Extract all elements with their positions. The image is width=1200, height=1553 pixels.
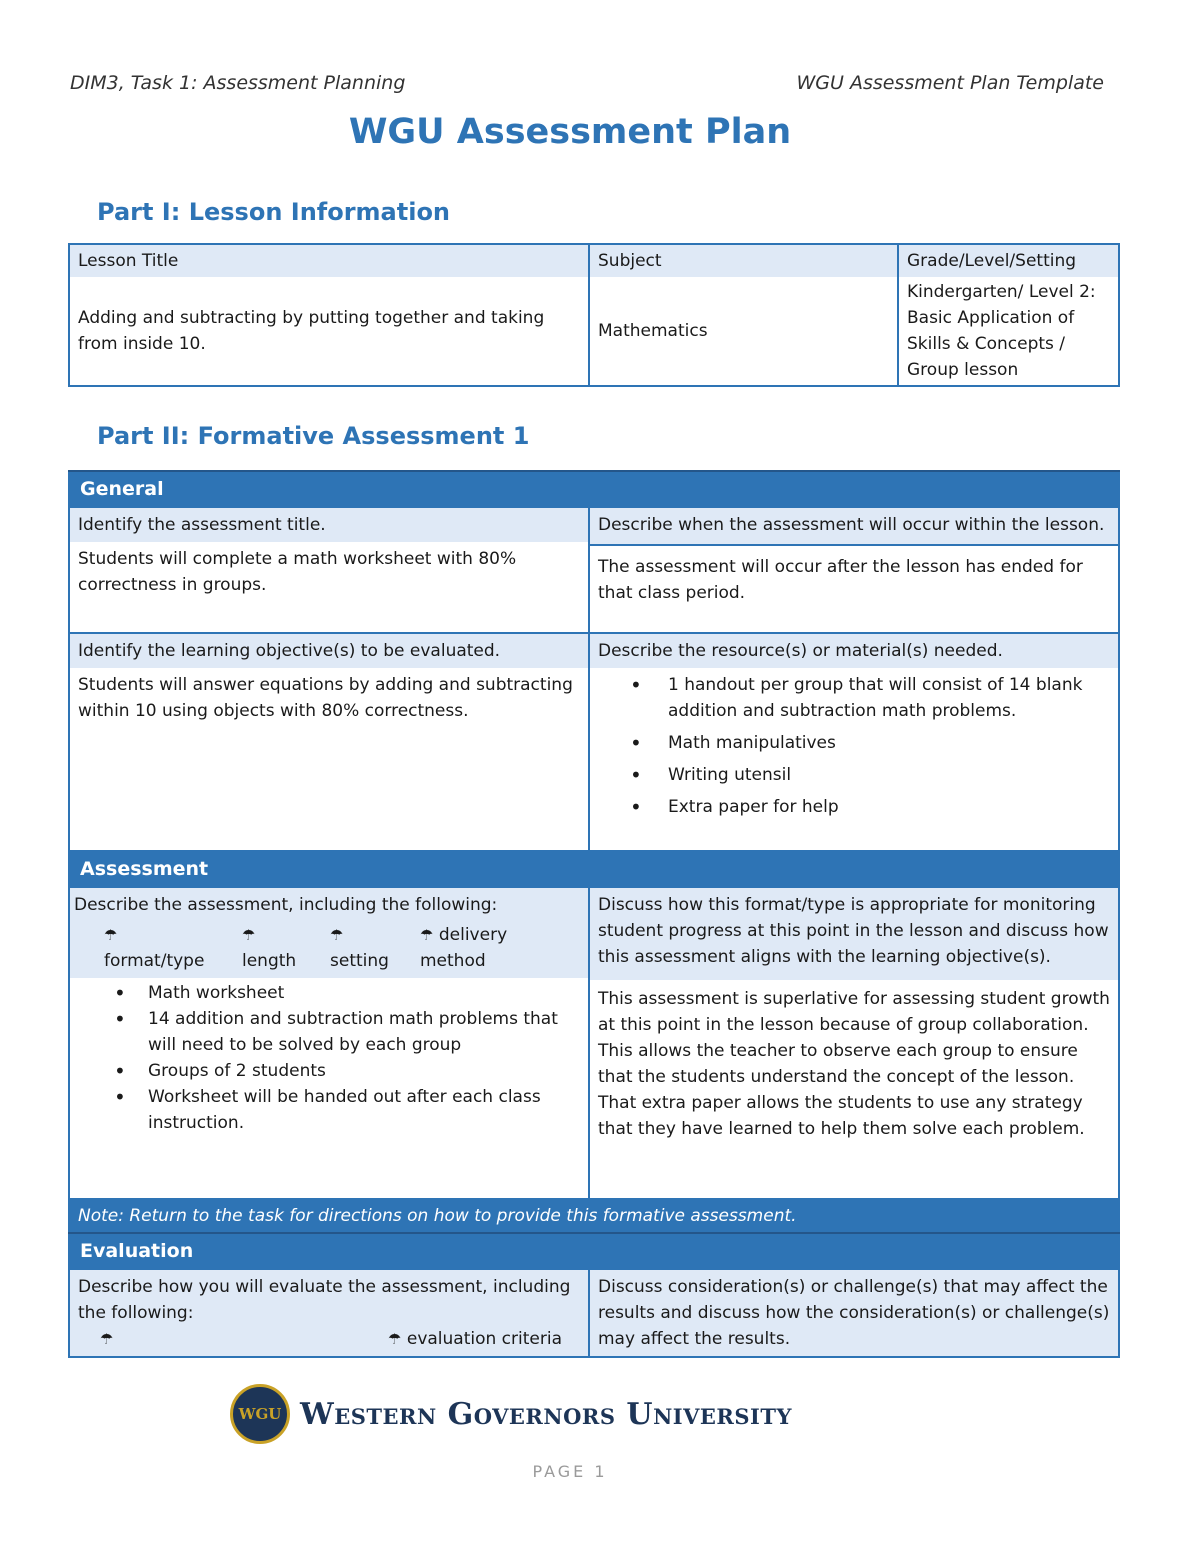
- evaluation-band: Evaluation: [69, 1233, 1119, 1269]
- assessment-title-cell: [69, 507, 589, 633]
- umbrella-icon: ☂: [420, 926, 434, 944]
- general-band: General: [69, 471, 1119, 507]
- eval-question: [70, 1270, 588, 1356]
- assessment-title-question: Identify the assessment title.: [70, 508, 588, 542]
- umbrella-icon: ☂: [100, 1330, 114, 1348]
- umbrella-icon: ☂: [104, 926, 118, 944]
- lesson-info-table: [68, 243, 1120, 387]
- list-item: • 1 handout per group that will consist of 14 blank addition and subtraction math problems.: [590, 672, 1118, 724]
- format-cell: [589, 887, 1119, 1199]
- option-setting: ☂ setting: [330, 922, 420, 974]
- option-length: ☂ length: [242, 922, 330, 974]
- list-item: • Worksheet will be handed out after each class instruction.: [70, 1084, 588, 1136]
- note-row: Note: Return to the task for directions on how to provide this formative assessment.: [69, 1199, 1119, 1233]
- label-subject: Subject: [589, 244, 898, 277]
- objective-question: Identify the learning objective(s) to be evaluated.: [70, 634, 588, 668]
- describe-list: [70, 980, 588, 1136]
- lesson-title-value: Adding and subtracting by putting together and taking from inside 10.: [69, 277, 589, 386]
- grade-value: Kindergarten/ Level 2: Basic Application of Skills & Concepts / Group lesson: [898, 277, 1119, 386]
- format-question: Discuss how this format/type is appropriate for monitoring student progress at this point in the lesson and discuss how this assessment aligns with the learning objective(s).: [590, 888, 1118, 980]
- objective-answer: Students will answer equations by adding and subtracting within 10 using objects with 80% correctness.: [78, 675, 573, 721]
- part1-heading: Part I: Lesson Information: [97, 198, 451, 226]
- when-question: Describe when the assessment will occur within the lesson.: [590, 508, 1118, 546]
- header-right: WGU Assessment Plan Template: [796, 72, 1104, 94]
- eval-question-text: Describe how you will evaluate the assessment, including the following:: [78, 1277, 571, 1323]
- label-grade: Grade/Level/Setting: [898, 244, 1119, 277]
- when-answer: The assessment will occur after the lesson has ended for that class period.: [598, 557, 1083, 603]
- umbrella-icon: ☂: [330, 926, 344, 944]
- subject-value: Mathematics: [589, 277, 898, 386]
- list-item: • Groups of 2 students: [70, 1058, 588, 1084]
- when-cell: [589, 507, 1119, 633]
- describe-question: [70, 888, 588, 978]
- format-answer: This assessment is superlative for assessing student growth at this point in the lesson because of group collaboration. This allows the teacher to observe each group to ensure that the students understand the concept of the lesson. That extra paper allows the students to use any strategy that they have learned to help them solve each problem.: [598, 989, 1110, 1139]
- list-item: • Extra paper for help: [590, 794, 1118, 820]
- objective-cell: [69, 633, 589, 851]
- describe-question-text: Describe the assessment, including the following:: [74, 895, 498, 915]
- umbrella-icon: ☂: [388, 1330, 402, 1348]
- label-lesson-title: Lesson Title: [69, 244, 589, 277]
- wgu-wordmark: Western Governors University: [300, 1396, 792, 1432]
- describe-options: [74, 922, 580, 974]
- challenge-question: Discuss consideration(s) or challenge(s) that may affect the results and discuss how the consideration(s) or challenge(s) may affect the results.: [590, 1270, 1118, 1356]
- wgu-seal-icon: WGU: [230, 1384, 290, 1444]
- page-number: PAGE 1: [532, 1462, 608, 1481]
- resources-question: Describe the resource(s) or material(s) needed.: [590, 634, 1118, 668]
- list-item: • 14 addition and subtraction math problems that will need to be solved by each group: [70, 1006, 588, 1058]
- wgu-logo: [230, 1384, 792, 1444]
- list-item: • Math worksheet: [70, 980, 588, 1006]
- formative-assessment-table: [68, 470, 1120, 1358]
- eval-option-criteria: evaluation criteria: [406, 1329, 562, 1349]
- assessment-title-answer: Students will complete a math worksheet with 80% correctness in groups.: [78, 549, 517, 595]
- header-left: DIM3, Task 1: Assessment Planning: [70, 72, 406, 94]
- list-item: • Math manipulatives: [590, 730, 1118, 756]
- umbrella-icon: ☂: [242, 926, 256, 944]
- part2-heading: Part II: Formative Assessment 1: [97, 422, 530, 450]
- eval-options: [78, 1326, 580, 1352]
- eval-cell: [69, 1269, 589, 1357]
- option-format: ☂ format/type: [74, 922, 242, 974]
- page-title: WGU Assessment Plan: [348, 112, 792, 152]
- assessment-band: Assessment: [69, 851, 1119, 887]
- resources-list: [590, 672, 1118, 820]
- describe-cell: [69, 887, 589, 1199]
- challenge-cell: [589, 1269, 1119, 1357]
- resources-cell: [589, 633, 1119, 851]
- option-delivery: ☂ delivery method: [420, 922, 530, 974]
- list-item: • Writing utensil: [590, 762, 1118, 788]
